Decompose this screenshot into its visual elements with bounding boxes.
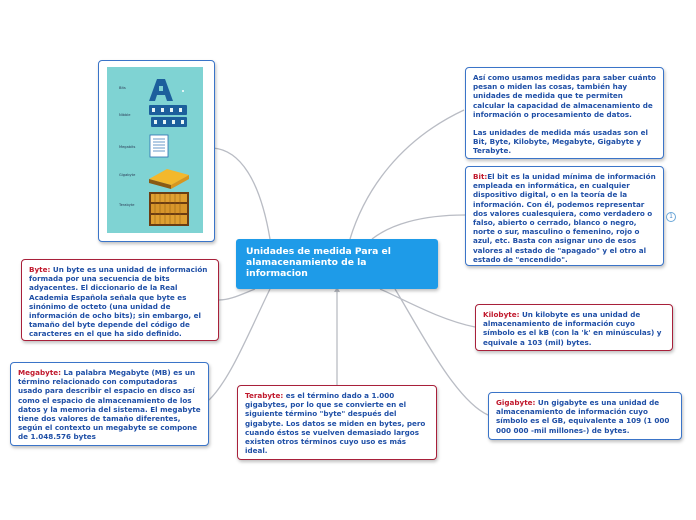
label-bits: Bits — [119, 86, 126, 90]
central-topic[interactable] — [236, 239, 438, 289]
label-gigabyte: Gigabyte — [119, 173, 136, 177]
collapse-toggle[interactable]: 1 — [666, 212, 676, 222]
link-bit — [372, 215, 465, 239]
intro-text-1: Así como usamos medidas para saber cuánto pesan o miden las cosas, también hay unidades de medida que te permiten calcular la capacidad de almacenamiento de información o procesamiento de datos. — [473, 73, 656, 119]
units-illustration — [107, 67, 203, 233]
megabyte-node[interactable] — [10, 362, 209, 446]
bit-text: El bit es la unidad mínima de información empleada en informática, en cualquier dispositivo digital, o en la teoría de la información. Con él, podemos representar dos valores cualesquiera, como verdadero o falso, abierto o cerrado, blanco o negro, norte o sur, masculino o femenino, rojo o azul, etc. Basta con asignar uno de esos valores al estado de "apagado" y el otro al estado de "encendido". — [473, 172, 656, 264]
byte-node[interactable] — [21, 259, 219, 341]
gigabyte-text: Un gigabyte es una unidad de almacenamiento de información cuyo símbolo es el GB, equivalente a 109 (1 000 000 000 -mil millones-) de bytes. — [496, 398, 670, 435]
intro-node[interactable] — [465, 67, 664, 159]
bit-heading: Bit: — [473, 172, 488, 181]
gigabyte-heading: Gigabyte: — [496, 398, 536, 407]
label-megabits: Megabits — [119, 145, 136, 149]
link-kilobyte — [380, 289, 475, 327]
bit-node[interactable] — [465, 166, 664, 266]
central-title: Unidades de medida Para el alamacenamiento de la informacion — [246, 246, 391, 279]
book-icon — [149, 169, 189, 189]
megabyte-text: La palabra Megabyte (MB) es un término relacionado con computadoras usado para describir el espacio en disco así como el espacio de almacenamiento de los datos y la memoria del sistema. El megabyte tiene dos valores de tamaño diferentes, según el contexto un megabyte se compone de 1.048.576 bytes — [18, 368, 201, 442]
kilobyte-text: Un kilobyte es una unidad de almacenamiento de información cuyo símbolo es el kB (con la 'k' en minúsculas) y equivale a 103 (mil) bytes. — [483, 310, 662, 347]
image-node[interactable] — [98, 60, 215, 242]
document-icon — [150, 135, 168, 157]
letter-a-icon — [149, 79, 184, 101]
label-nibble: Nibble — [119, 113, 131, 117]
byte-heading: Byte: — [29, 265, 53, 274]
terabyte-heading: Terabyte: — [245, 391, 284, 400]
label-terabyte: Terabyte — [119, 203, 135, 207]
terabyte-node[interactable] — [237, 385, 437, 460]
units-icons — [107, 67, 203, 233]
kilobyte-heading: Kilobyte: — [483, 310, 520, 319]
link-image — [213, 148, 270, 239]
terabyte-text: es el término dado a 1.000 gigabytes, por lo que se convierte en el siguiente término "byte" después del gigabyte. Los datos se miden en bytes, pero cuando éstos se vuelven demasiado largos existen otros términos cuyo uso es más ideal. — [245, 391, 426, 456]
bookshelf-icon — [149, 192, 189, 226]
megabyte-heading: Megabyte: — [18, 368, 62, 377]
byte-text: Un byte es una unidad de información formada por una secuencia de bits adyacentes. El diccionario de la Real Academia Española señala que byte es sinónimo de octeto (una unidad de información de ocho bits); sin embargo, el tamaño del byte depende del código de caracteres en el que ha sido definido. — [29, 265, 208, 339]
intro-text-2: Las unidades de medida más usadas son el Bit, Byte, Kilobyte, Megabyte, Gigabyte y Terabyte. — [473, 128, 649, 156]
kilobyte-node[interactable] — [475, 304, 673, 351]
link-byte — [219, 289, 255, 300]
gigabyte-node[interactable] — [488, 392, 682, 440]
link-intro — [350, 110, 464, 239]
nibble-letters-icon — [149, 105, 187, 127]
